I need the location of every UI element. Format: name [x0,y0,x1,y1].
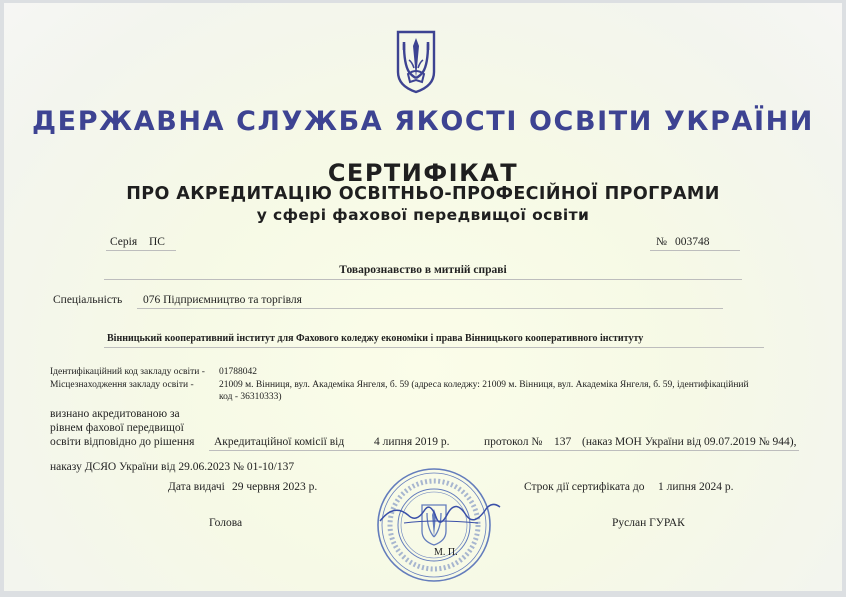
number-label: № [656,236,667,248]
specialty-label: Спеціальність [53,294,123,306]
seal-place-label: М. П. [434,547,458,558]
accreditation-commission: Акредитаційної комісії від [214,436,345,448]
specialty-underline [137,308,723,309]
head-name: Руслан ГУРАК [612,517,685,529]
accreditation-text-line1: визнано акредитованою за [50,408,180,420]
series-label: Серія [110,236,138,248]
location-label: Місцезнаходження закладу освіти - [50,380,194,390]
agency-order: наказу ДСЯО України від 29.06.2023 № 01-10/137 [50,461,295,473]
head-position: Голова [209,517,243,529]
id-code-value: 01788042 [219,367,257,377]
certificate-page [4,3,842,591]
series-value: ПС [149,236,165,248]
id-code-label: Ідентифікаційний код закладу освіти - [50,367,205,377]
accreditation-underline [209,450,799,451]
certificate-title: СЕРТИФІКАТ [327,159,519,187]
program-underline [104,279,742,280]
institution-underline [104,347,764,348]
certificate-subtitle: ПРО АКРЕДИТАЦІЮ ОСВІТНЬО-ПРОФЕСІЙНОЇ ПРОГРАМИ [126,184,720,204]
protocol-label: протокол № [484,436,543,448]
signature-icon [374,493,504,543]
number-value: 003748 [675,236,710,248]
validity-label: Строк дії сертифіката до [524,481,645,493]
agency-title: ДЕРЖАВНА СЛУЖБА ЯКОСТІ ОСВІТИ УКРАЇНИ [32,106,814,137]
ministry-order: (наказ МОН України від 09.07.2019 № 944), [582,436,797,448]
validity-date: 1 липня 2024 р. [658,481,734,493]
protocol-number: 137 [554,436,572,448]
institution-name: Вінницький кооперативний інститут для Фахового коледжу економіки і права Вінницького кооперативного інституту [107,333,644,344]
accreditation-text-line2: рівнем фахової передвищої [50,422,184,434]
accreditation-text-line3: освіти відповідно до рішення [50,436,195,448]
specialty-value: 076 Підприємництво та торгівля [143,294,302,306]
trident-emblem-icon [395,30,437,94]
location-line1: 21009 м. Вінниця, вул. Академіка Янгеля, б. 59 (адреса коледжу: 21009 м. Вінниця, вул. Академіка Янгеля, б. 59, ідентифікаційний [219,380,749,390]
program-name: Товарознавство в митній справі [339,264,507,276]
number-underline [650,250,740,251]
accreditation-date: 4 липня 2019 р. [374,436,450,448]
series-underline [106,250,176,251]
issue-label: Дата видачі [168,481,225,493]
location-line2: код - 36310333) [219,392,282,402]
issue-date: 29 червня 2023 р. [232,481,318,493]
certificate-subtitle-field: у сфері фахової передвищої освіти [256,206,590,224]
